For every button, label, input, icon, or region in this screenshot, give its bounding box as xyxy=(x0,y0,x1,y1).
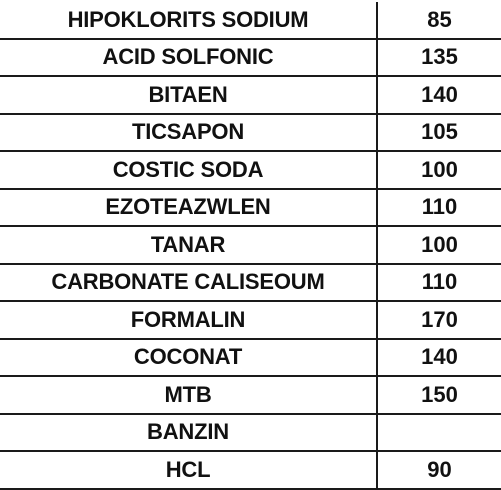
value-cell: 85 xyxy=(427,6,452,32)
chemical-name-cell: EZOTEAZWLEN xyxy=(0,189,377,227)
value-cell: 135 xyxy=(377,39,501,77)
table-row xyxy=(0,376,501,414)
value-cell: 100 xyxy=(377,226,501,264)
value-cell xyxy=(377,414,501,452)
table-row xyxy=(0,151,501,189)
chemical-name-cell: HCL xyxy=(0,451,377,489)
chemical-name-cell: COSTIC SODA xyxy=(0,151,377,189)
table-row xyxy=(0,39,501,77)
table-row xyxy=(0,189,501,227)
value-cell: 110 xyxy=(377,264,501,302)
chemical-name-cell: COCONAT xyxy=(0,339,377,377)
chemical-name-cell: TANAR xyxy=(0,226,377,264)
value-cell: 100 xyxy=(377,151,501,189)
chemical-name-cell: MTB xyxy=(0,376,377,414)
table-row xyxy=(0,339,501,377)
chemical-name-cell: TICSAPON xyxy=(0,114,377,152)
chemical-name-cell: HIPOKLORITS SODIUM xyxy=(0,2,377,39)
chemical-name-cell: ACID SOLFONIC xyxy=(0,39,377,77)
value-cell: 140 xyxy=(377,339,501,377)
table-row xyxy=(0,76,501,114)
table-row xyxy=(0,2,501,39)
table-row xyxy=(0,114,501,152)
chemical-name-cell: BANZIN xyxy=(0,414,377,452)
chemical-name-cell: FORMALIN xyxy=(0,301,377,339)
value-cell: 170 xyxy=(377,301,501,339)
value-cell: 140 xyxy=(377,76,501,114)
value-cell: 110 xyxy=(377,189,501,227)
table-row xyxy=(0,226,501,264)
value-cell: 150 xyxy=(377,376,501,414)
value-cell: 90 xyxy=(377,451,501,489)
table-body xyxy=(0,2,501,489)
chemical-name-cell: CARBONATE CALISEOUM xyxy=(0,264,377,302)
table-row xyxy=(0,451,501,489)
table-row xyxy=(0,414,501,452)
table-row xyxy=(0,264,501,302)
table-row xyxy=(0,301,501,339)
chemical-name-cell: BITAEN xyxy=(0,76,377,114)
chemical-price-table xyxy=(0,2,501,490)
value-cell: 105 xyxy=(377,114,501,152)
